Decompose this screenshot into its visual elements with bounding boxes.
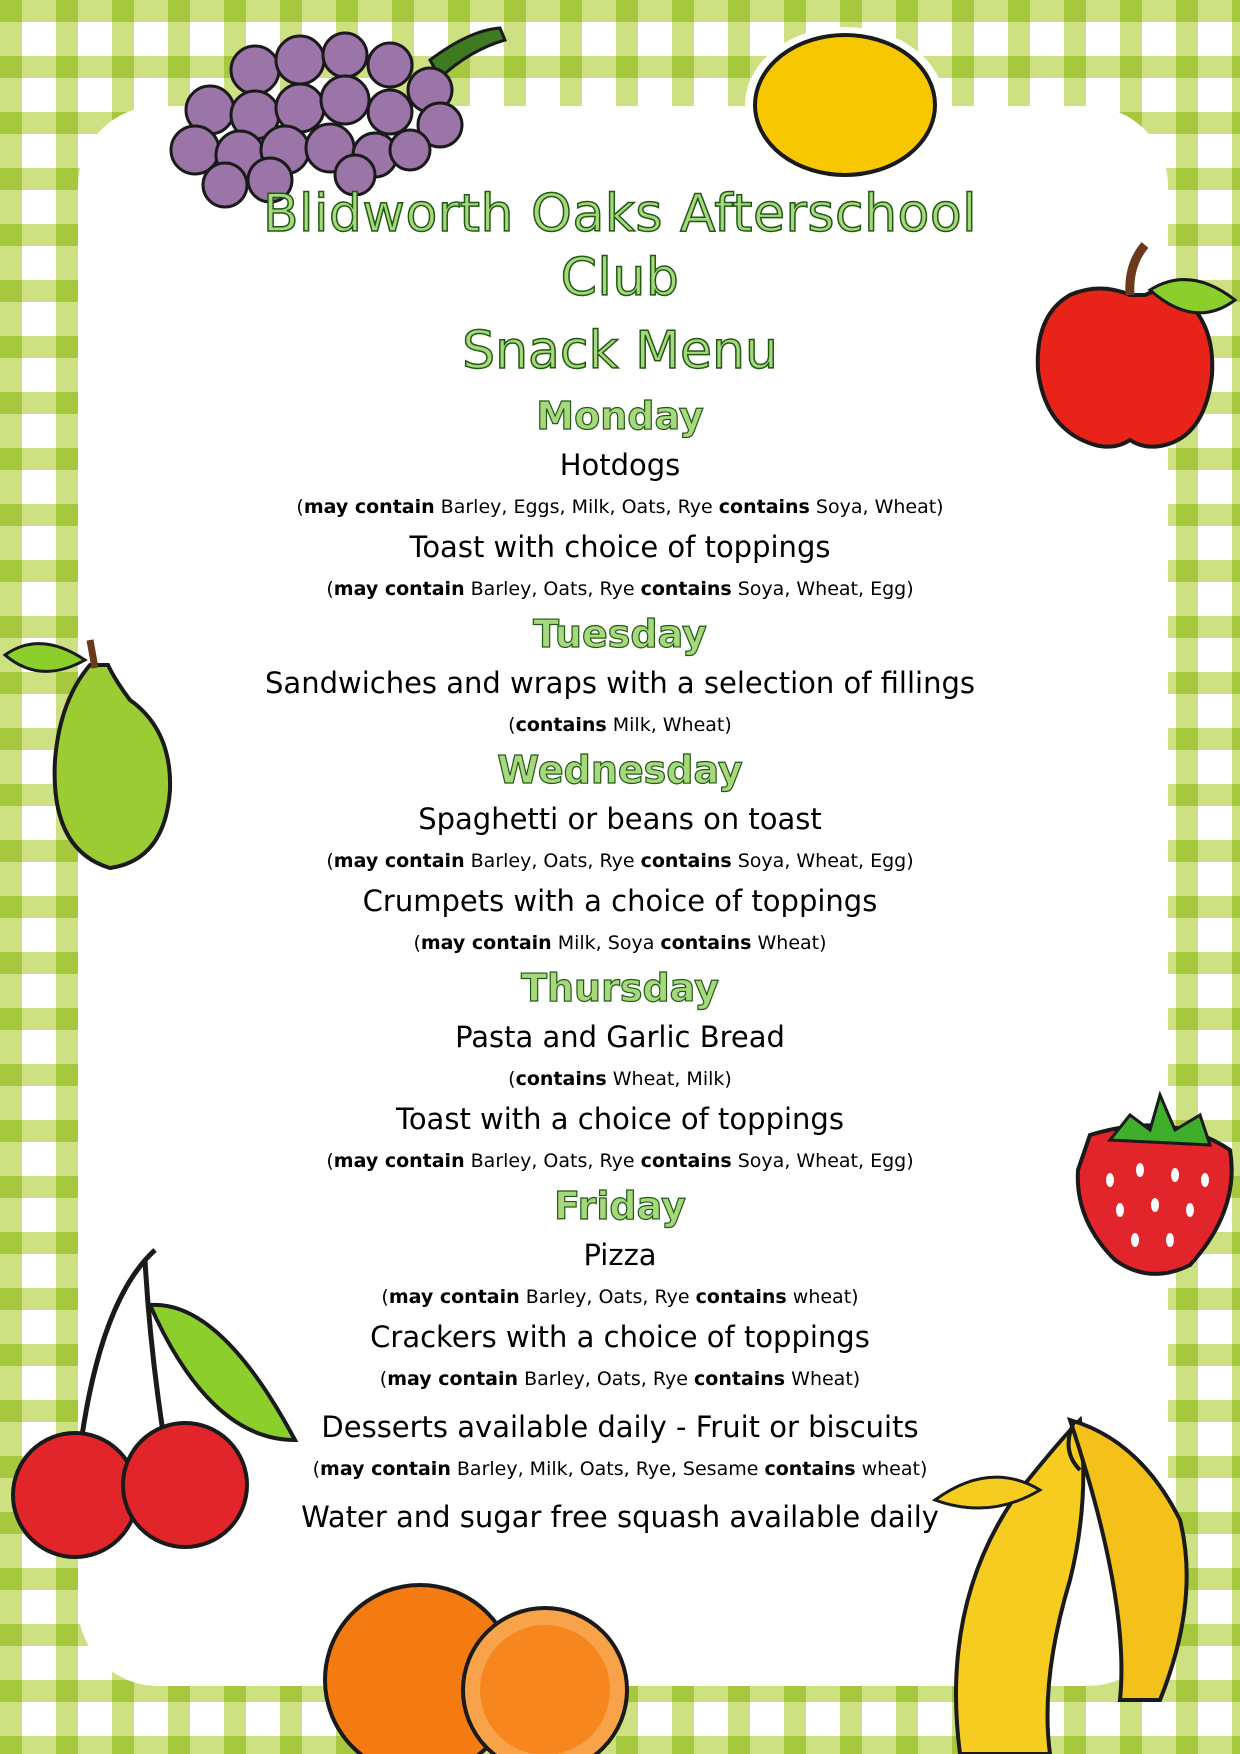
menu-subtitle: Snack Menu [462,321,778,381]
day-heading-friday: Friday [554,1184,686,1228]
menu-item: Hotdogs [559,448,681,482]
day-heading-monday: Monday [536,394,704,438]
allergen-info: (contains Milk, Wheat) [508,714,732,736]
allergen-info: (may contain Milk, Soya contains Wheat) [413,932,827,954]
club-title: Blidworth Oaks Afterschool Club [262,184,978,308]
allergen-info: (may contain Barley, Oats, Rye contains Soya, Wheat, Egg) [326,1150,914,1172]
menu-item: Crackers with a choice of toppings [370,1320,870,1354]
allergen-info: (may contain Barley, Milk, Oats, Rye, Sesame contains wheat) [312,1458,928,1480]
menu-item: Spaghetti or beans on toast [418,802,822,836]
day-heading-thursday: Thursday [521,966,719,1010]
day-heading-wednesday: Wednesday [497,748,743,792]
allergen-info: (may contain Barley, Oats, Rye contains Soya, Wheat, Egg) [326,850,914,872]
allergen-info: (may contain Barley, Oats, Rye contains Wheat) [379,1368,861,1390]
snack-menu [230,182,1010,1536]
allergen-info: (may contain Barley, Oats, Rye contains Soya, Wheat, Egg) [326,578,914,600]
menu-item: Crumpets with a choice of toppings [362,884,878,918]
menu-item: Pasta and Garlic Bread [455,1020,785,1054]
menu-item: Sandwiches and wraps with a selection of fillings [265,666,975,700]
allergen-info: (contains Wheat, Milk) [508,1068,732,1090]
allergen-info: (may contain Barley, Oats, Rye contains wheat) [381,1286,859,1308]
desserts-note: Desserts available daily - Fruit or biscuits [321,1410,919,1444]
menu-item: Toast with choice of toppings [409,530,831,564]
lemon-icon [745,27,945,183]
drinks-note: Water and sugar free squash available daily [301,1500,939,1534]
menu-item: Toast with a choice of toppings [396,1102,844,1136]
menu-item: Pizza [583,1238,657,1272]
allergen-info: (may contain Barley, Eggs, Milk, Oats, Rye contains Soya, Wheat) [296,496,944,518]
day-heading-tuesday: Tuesday [533,612,707,656]
